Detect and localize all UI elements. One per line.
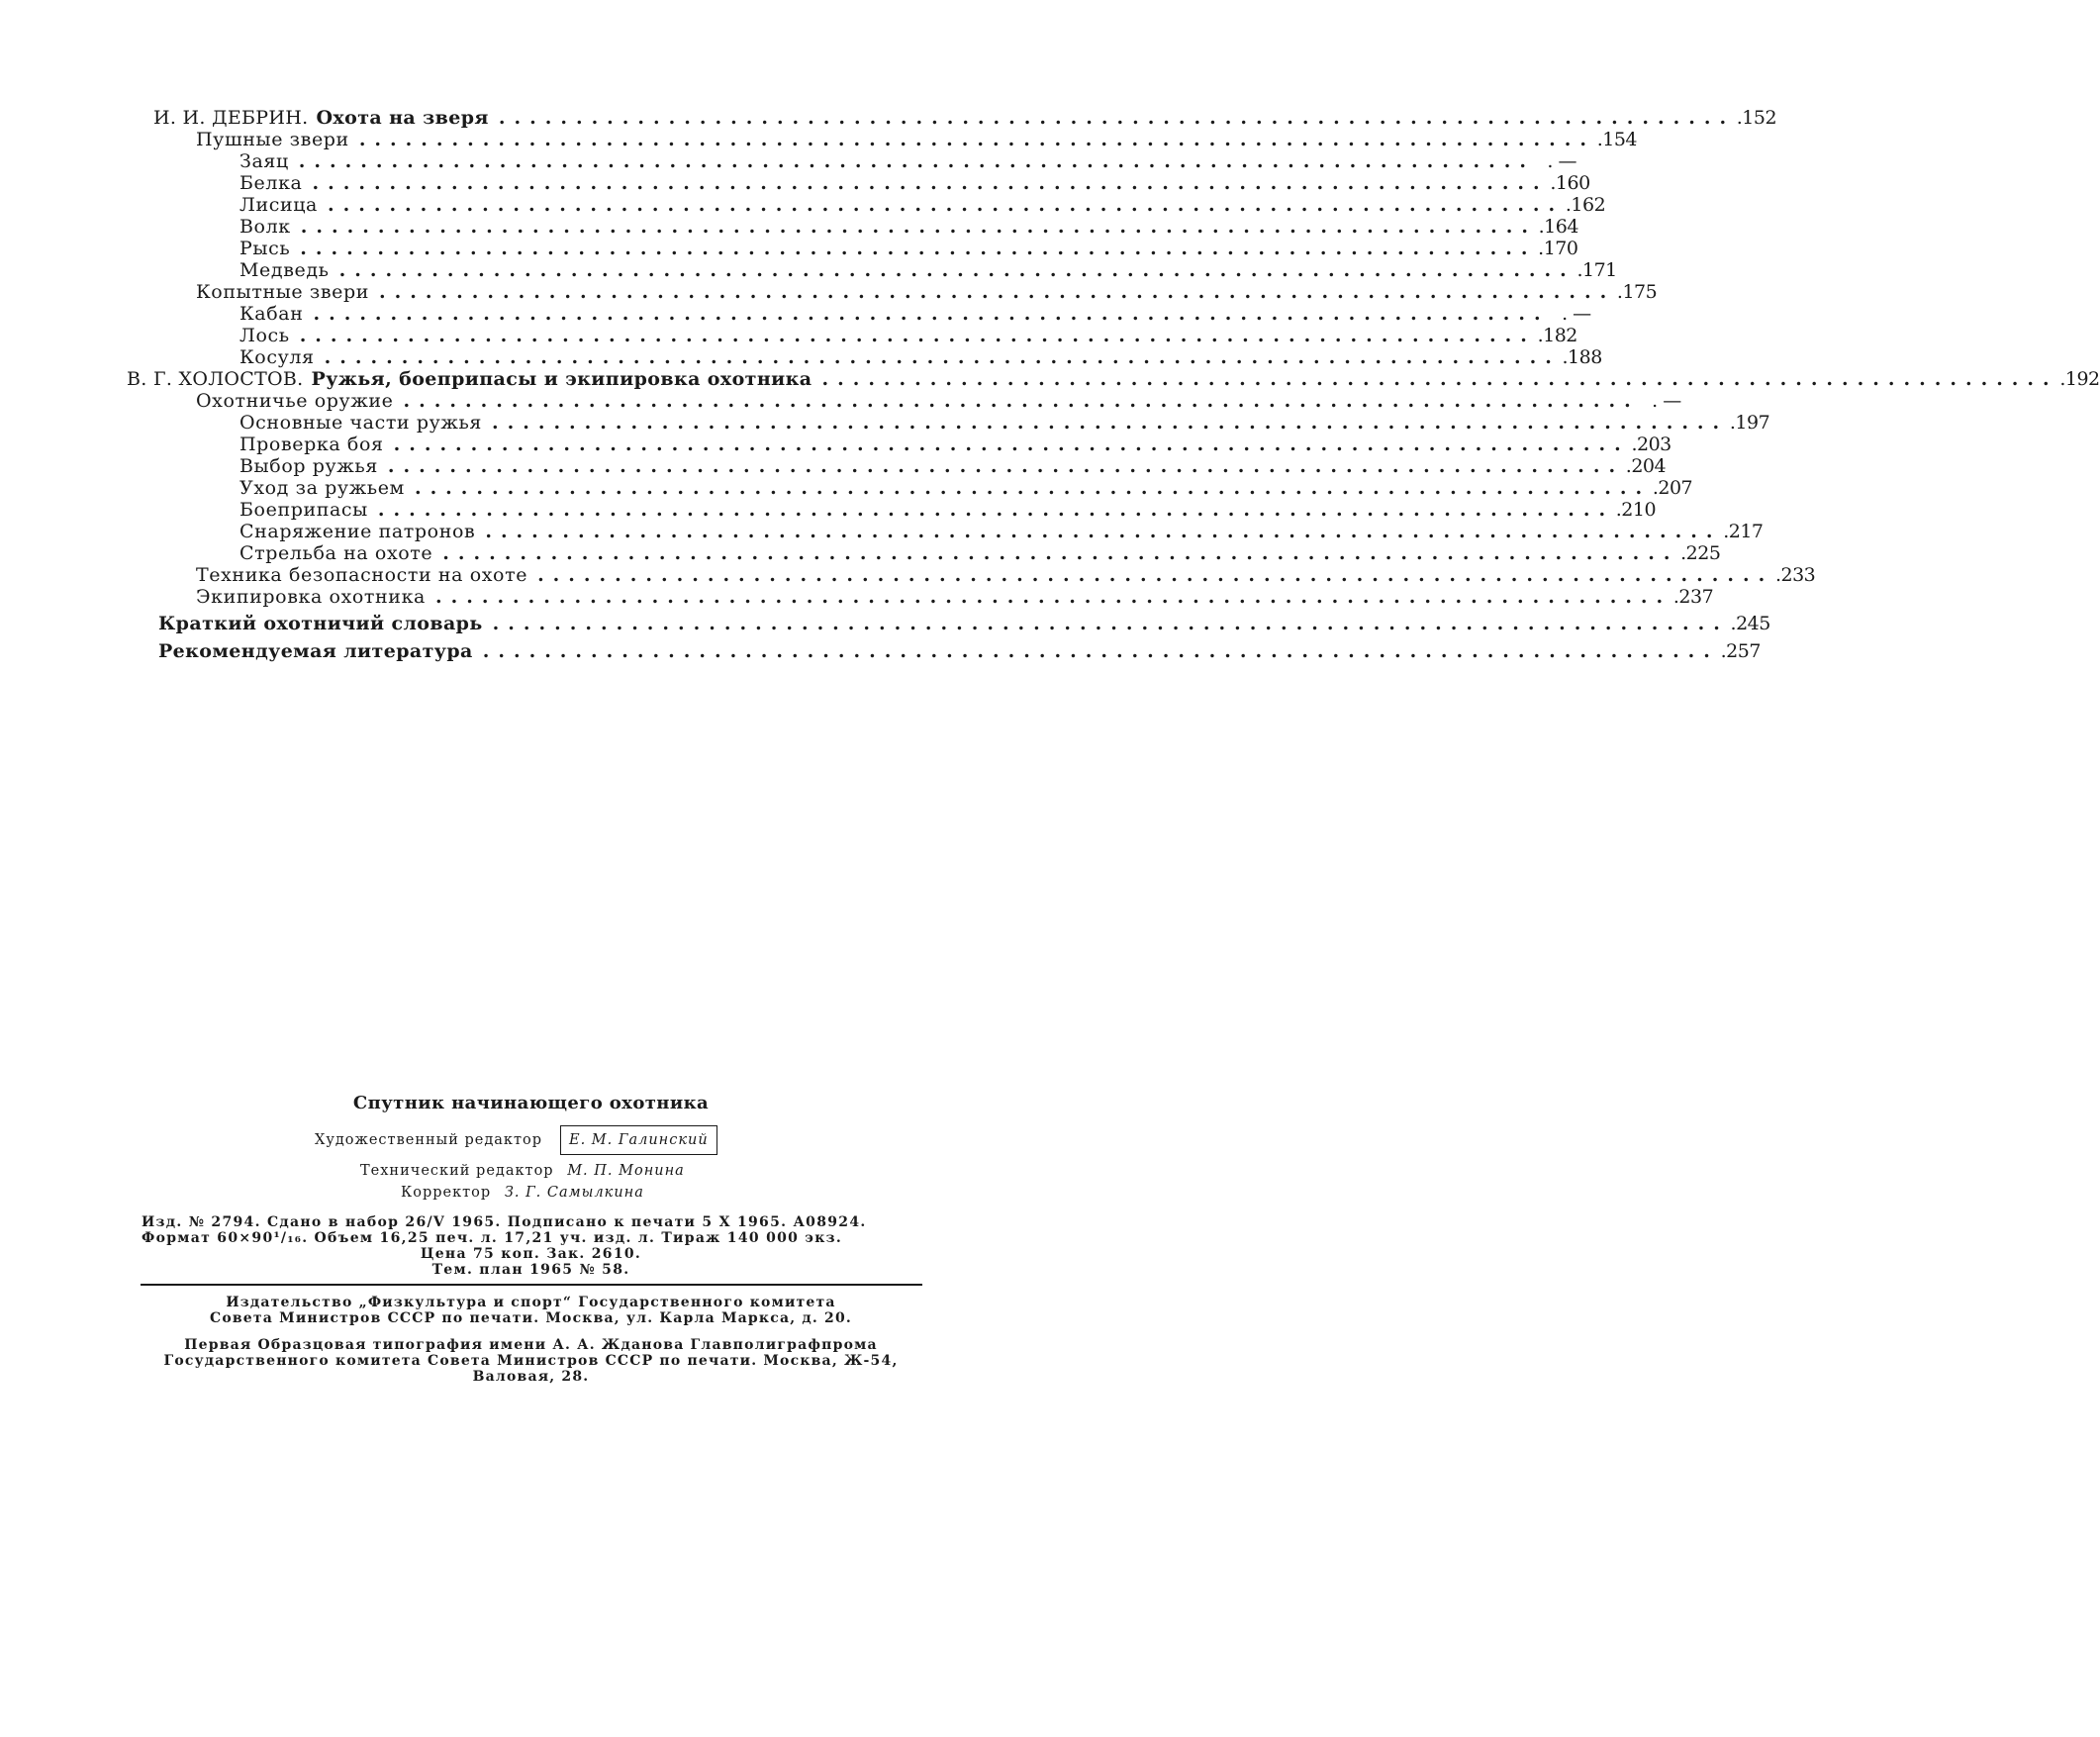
toc-entry (196, 281, 1658, 303)
toc-entry (239, 216, 1578, 238)
toc-page-number: .197 (1729, 412, 1770, 434)
toc-page-number: .204 (1625, 455, 1667, 477)
spec-line: Изд. № 2794. Сдано в набор 26/V 1965. Подписано к печати 5 X 1965. А08924. (142, 1214, 867, 1230)
toc-leader-dots: ................................................................................ (379, 281, 1616, 303)
toc-title: Лось (239, 325, 290, 346)
toc-page-number: . — (1562, 303, 1591, 325)
art-editor-label: Художественный редактор (315, 1132, 542, 1148)
toc-leader-dots: ................................................................................ (414, 477, 1652, 499)
spec-line: Тем. план 1965 № 58. (431, 1262, 630, 1278)
spec-line: Цена 75 коп. Зак. 2610. (420, 1246, 642, 1262)
toc-page-number: .210 (1615, 499, 1657, 521)
printer-line: Первая Образцовая типография имени А. А. Жданова Главполиграфпрома (184, 1337, 878, 1353)
toc-leader-dots: ................................................................................ (485, 521, 1722, 542)
toc-title: Стрельба на охоте (239, 542, 433, 564)
toc-title: Рысь (239, 238, 291, 259)
toc-leader-dots: ................................................................................ (442, 542, 1679, 564)
toc-title: Рекомендуемая литература (158, 640, 473, 662)
toc-entry (239, 303, 1591, 325)
toc-leader-dots: ................................................................................ (327, 194, 1565, 216)
toc-entry (239, 172, 1590, 194)
toc-page-number: .192 (2059, 368, 2100, 390)
toc-author: В. Г. ХОЛОСТОВ. (127, 368, 304, 390)
toc-title: Уход за ружьем (239, 477, 405, 499)
toc-entry (127, 368, 2100, 390)
toc-leader-dots: ................................................................................ (491, 412, 1729, 434)
toc-page-number: .207 (1652, 477, 1693, 499)
toc-page-number: . — (1652, 390, 1681, 412)
art-editor-name: Е. М. Галинский (560, 1125, 717, 1155)
toc-leader-dots: ................................................................................ (300, 216, 1537, 238)
toc-page-number: .245 (1730, 613, 1770, 634)
toc-leader-dots: ................................................................................ (358, 129, 1595, 150)
toc-title: Снаряжение патронов (239, 521, 476, 542)
toc-entry (196, 586, 1714, 608)
tech-editor-label: Технический редактор (360, 1163, 554, 1179)
toc-title: Белка (239, 172, 303, 194)
toc-entry (158, 613, 1770, 634)
toc-page-number: . — (1547, 150, 1576, 172)
toc-leader-dots: ................................................................................ (387, 455, 1625, 477)
toc-page-number: .160 (1550, 172, 1590, 194)
toc-leader-dots: ................................................................................ (300, 238, 1537, 259)
toc-page-number: .164 (1538, 216, 1578, 238)
toc-page-number: .225 (1680, 542, 1721, 564)
toc-title: Техника безопасности на охоте (196, 564, 528, 586)
toc-title: Боеприпасы (239, 499, 368, 521)
toc-page-number: .188 (1562, 346, 1602, 368)
toc-entry (239, 325, 1577, 346)
toc-entry (239, 194, 1606, 216)
toc-author: И. И. ДЕБРИН. (153, 107, 309, 129)
toc-page-number: .257 (1720, 640, 1761, 662)
toc-leader-dots: ................................................................................ (338, 259, 1575, 281)
toc-title: Копытные звери (196, 281, 370, 303)
toc-title: Краткий охотничий словарь (158, 613, 483, 634)
toc-entry (153, 107, 1777, 129)
toc-entry (196, 390, 1681, 412)
toc-title: Пушные звери (196, 129, 349, 150)
toc-title: Заяц (239, 150, 289, 172)
toc-entry (239, 238, 1578, 259)
publisher-line: Совета Министров СССР по печати. Москва, ул. Карла Маркса, д. 20. (210, 1310, 852, 1326)
toc-leader-dots: ................................................................................ (821, 368, 2058, 390)
toc-leader-dots: ................................................................................ (482, 640, 1719, 662)
toc-leader-dots: ................................................................................ (312, 172, 1549, 194)
toc-page-number: .171 (1576, 259, 1617, 281)
toc-leader-dots: ................................................................................ (377, 499, 1615, 521)
toc-entry (158, 640, 1761, 662)
toc-title: Ружья, боеприпасы и экипировка охотника (311, 368, 812, 390)
toc-leader-dots: ................................................................................ (434, 586, 1672, 608)
toc-page-number: .152 (1736, 107, 1777, 129)
spec-line: Формат 60×90¹/₁₆. Объем 16,25 печ. л. 17,21 уч. изд. л. Тираж 140 000 экз. (142, 1230, 843, 1246)
toc-entry (239, 499, 1657, 521)
toc-title: Экипировка охотника (196, 586, 426, 608)
toc-leader-dots: ................................................................................ (298, 150, 1535, 172)
toc-leader-dots: ................................................................................ (324, 346, 1561, 368)
toc-title: Лисица (239, 194, 318, 216)
toc-entry (239, 455, 1667, 477)
toc-entry (239, 346, 1602, 368)
toc-leader-dots: ................................................................................ (393, 434, 1630, 455)
toc-page-number: .217 (1723, 521, 1764, 542)
toc-title: Кабан (239, 303, 304, 325)
toc-leader-dots: ................................................................................ (313, 303, 1550, 325)
toc-leader-dots: ................................................................................ (492, 613, 1729, 634)
toc-leader-dots: ................................................................................ (403, 390, 1640, 412)
toc-title: Охота на зверя (316, 107, 489, 129)
printer-line: Валовая, 28. (472, 1369, 590, 1385)
printer-line: Государственного комитета Совета Министров СССР по печати. Москва, Ж-54, (163, 1353, 899, 1369)
toc-title: Выбор ружья (239, 455, 378, 477)
toc-title: Основные части ружья (239, 412, 482, 434)
toc-leader-dots: ................................................................................ (537, 564, 1774, 586)
corrector-label: Корректор (401, 1185, 492, 1201)
toc-page-number: .162 (1565, 194, 1606, 216)
corrector-name: З. Г. Самылкина (504, 1185, 644, 1201)
toc-page-number: .182 (1537, 325, 1577, 346)
toc-page-number: .237 (1672, 586, 1714, 608)
toc-title: Медведь (239, 259, 330, 281)
toc-entry (239, 521, 1764, 542)
toc-leader-dots: ................................................................................ (498, 107, 1736, 129)
toc-entry (239, 542, 1721, 564)
toc-page-number: .154 (1596, 129, 1637, 150)
publisher-line: Издательство „Физкультура и спорт“ Государственного комитета (226, 1295, 836, 1310)
toc-entry (239, 477, 1693, 499)
toc-title: Проверка боя (239, 434, 384, 455)
art-editor-line (315, 1125, 717, 1155)
toc-title: Волк (239, 216, 291, 238)
toc-page-number: .203 (1631, 434, 1671, 455)
toc-entry (196, 129, 1637, 150)
toc-entry (239, 259, 1617, 281)
toc-title: Охотничье оружие (196, 390, 394, 412)
corrector-line (401, 1185, 644, 1201)
toc-leader-dots: ................................................................................ (299, 325, 1536, 346)
toc-entry (239, 412, 1770, 434)
tech-editor-name: М. П. Монина (567, 1163, 685, 1179)
toc-page-number: .233 (1774, 564, 1816, 586)
book-title: Спутник начинающего охотника (352, 1093, 710, 1113)
horizontal-rule (141, 1284, 922, 1286)
toc-title: Косуля (239, 346, 315, 368)
tech-editor-line (360, 1163, 685, 1179)
toc-page-number: .175 (1616, 281, 1658, 303)
toc-page-number: .170 (1538, 238, 1578, 259)
toc-entry (239, 150, 1576, 172)
toc-entry (239, 434, 1671, 455)
toc-entry (196, 564, 1816, 586)
